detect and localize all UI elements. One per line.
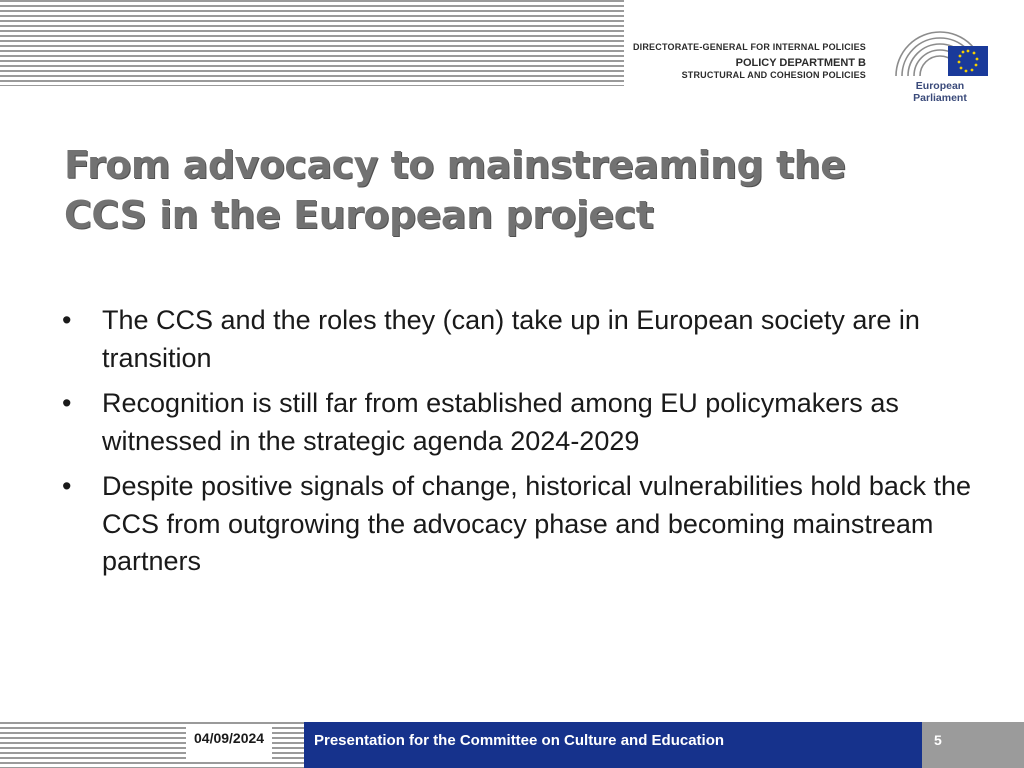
header-department-block [633,42,866,81]
title-line-2: CCS in the European project [64,193,654,237]
department-label: POLICY DEPARTMENT B [735,56,866,69]
list-item [62,302,982,377]
bullet-icon: • [62,471,72,501]
page-number: 5 [934,732,942,748]
bullet-text: The CCS and the roles they (can) take up in European society are in transition [102,305,920,373]
page-number-box [922,722,1024,768]
footer-caption: Presentation for the Committee on Culture and Education [314,732,725,749]
list-item [62,385,982,460]
hemicycle-icon [888,22,992,80]
directorate-label: DIRECTORATE-GENERAL FOR INTERNAL POLICIES [632,42,866,52]
bullet-icon: • [62,305,72,335]
list-item [62,468,982,581]
slide-title [64,140,964,240]
department-subtitle: STRUCTURAL AND COHESION POLICIES [681,69,866,80]
bullet-icon: • [62,388,72,418]
bullet-text: Despite positive signals of change, historical vulnerabilities hold back the CCS from outgrowing the advocacy phase and becoming mainstream partners [102,471,971,576]
header-stripes [0,0,624,86]
title-line-1: From advocacy to mainstreaming the [64,143,846,187]
footer-date: 04/09/2024 [186,724,272,760]
bullet-text: Recognition is still far from established among EU policymakers as witnessed in the strategic agenda 2024-2029 [102,388,899,456]
logo-name: European Parliament [913,80,967,104]
bullet-list [62,302,982,589]
